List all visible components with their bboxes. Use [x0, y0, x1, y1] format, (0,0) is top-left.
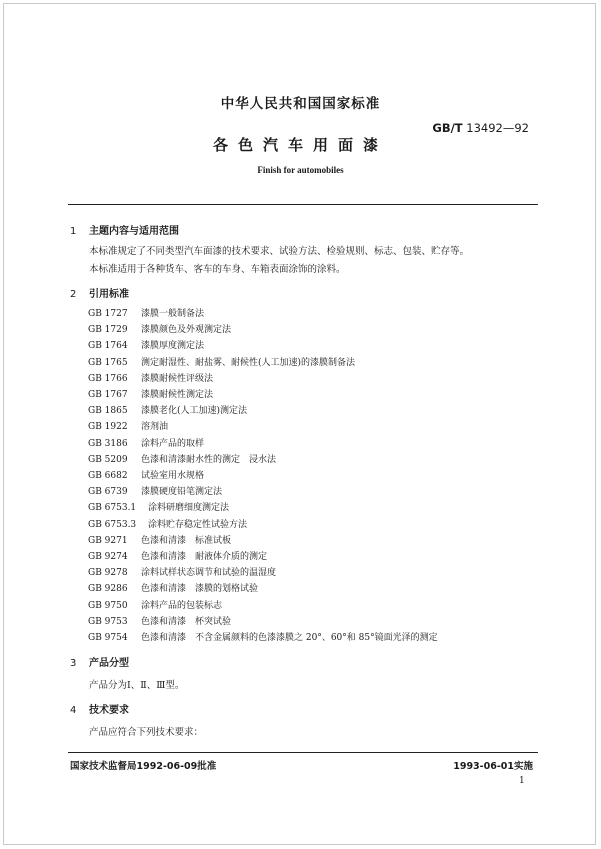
reference-name: 漆膜颜色及外观测定法: [141, 325, 232, 336]
reference-row: [88, 630, 438, 643]
reference-row: [88, 533, 231, 546]
reference-code: GB 1729: [88, 325, 128, 336]
reference-code: GB 6682: [88, 471, 128, 481]
reference-row: [88, 436, 204, 449]
reference-name: 漆膜厚度测定法: [141, 341, 205, 352]
header-divider: [68, 204, 538, 205]
reference-row: [88, 355, 355, 368]
reference-code: GB 1766: [88, 373, 128, 384]
section-2-title: 引用标准: [89, 289, 129, 300]
reference-code: GB 9271: [88, 535, 128, 546]
reference-name: 涂料试样状态调节和试验的温湿度: [141, 568, 277, 579]
reference-code: GB 1865: [88, 406, 128, 417]
section-1-paragraph-1: 本标准规定了不同类型汽车面漆的技术要求、试验方法、检验规则、标志、包装、贮存等。: [89, 246, 470, 257]
standard-prefix: GB/T: [432, 121, 463, 135]
page-number: 1: [519, 776, 525, 786]
reference-row: [88, 500, 229, 513]
footer-divider: [68, 752, 538, 753]
reference-code: GB 6739: [88, 487, 128, 498]
reference-row: [88, 338, 204, 351]
reference-name: 色漆和清漆 耐液体介质的测定: [141, 552, 268, 562]
reference-name: 漆膜硬度铅笔测定法: [141, 487, 223, 498]
reference-name: 色漆和清漆耐水性的测定 浸水法: [141, 454, 277, 465]
reference-row: [88, 598, 222, 611]
reference-name: 涂料产品的包装标志: [141, 600, 223, 611]
reference-name: 漆膜一般制备法: [141, 309, 205, 319]
standard-code: 13492—92: [466, 121, 529, 135]
reference-code: GB 5209: [88, 454, 128, 465]
reference-code: GB 9754: [88, 633, 128, 643]
reference-row: [88, 306, 204, 319]
reference-name: 涂料贮存稳定性试验方法: [148, 519, 248, 530]
reference-row: [88, 517, 247, 530]
reference-row: [88, 371, 213, 384]
reference-code: GB 6753.3: [88, 519, 137, 530]
reference-row: [88, 322, 231, 335]
reference-row: [88, 387, 213, 400]
reference-code: GB 9753: [88, 616, 128, 627]
reference-code: GB 9274: [88, 552, 128, 562]
reference-name: 色漆和清漆 不含金属颜料的色漆漆膜之 20°、60°和 85°镜面光泽的测定: [141, 633, 438, 643]
effective-date: 1993-06-01实施: [453, 761, 533, 772]
reference-code: GB 9286: [88, 584, 128, 595]
reference-name: 色漆和清漆 漆膜的划格试验: [141, 584, 259, 595]
reference-name: 试验室用水规格: [141, 471, 205, 481]
reference-code: GB 1727: [88, 309, 128, 319]
section-4-heading: [70, 701, 129, 716]
reference-name: 涂料研磨细度测定法: [148, 503, 230, 514]
section-3-title: 产品分型: [89, 658, 129, 669]
reference-row: [88, 565, 276, 578]
national-standard-heading: 中华人民共和国国家标准: [220, 96, 381, 112]
reference-row: [88, 452, 276, 465]
standard-number: [432, 121, 529, 135]
reference-row: [88, 468, 204, 481]
reference-name: 溶剂油: [141, 422, 169, 433]
section-2-number: 2: [70, 289, 77, 300]
reference-row: [88, 549, 267, 562]
reference-code: GB 3186: [88, 438, 128, 449]
reference-row: [88, 419, 168, 432]
reference-code: GB 1765: [88, 357, 128, 368]
reference-name: 漆膜老化(人工加速)测定法: [141, 406, 248, 417]
section-1-title: 主题内容与适用范围: [89, 226, 179, 237]
section-4-number: 4: [70, 705, 77, 716]
reference-name: 漆膜耐候性评级法: [141, 373, 214, 384]
reference-code: GB 9750: [88, 600, 128, 611]
reference-code: GB 6753.1: [88, 503, 137, 514]
reference-row: [88, 581, 258, 594]
section-4-paragraph: 产品应符合下列技术要求：: [89, 727, 204, 738]
reference-row: [88, 614, 231, 627]
document-title: 各色汽车用面漆: [212, 136, 388, 154]
reference-code: GB 9278: [88, 568, 128, 579]
reference-name: 测定耐湿性、耐盐雾、耐候性(人工加速)的漆膜制备法: [141, 357, 356, 368]
section-1-paragraph-2: 本标准适用于各种货车、客车的车身、车箱表面涂饰的涂料。: [89, 264, 346, 275]
document-title-english: Finish for automobiles: [257, 165, 344, 175]
section-1-heading: [70, 222, 179, 237]
reference-row: [88, 403, 247, 416]
section-1-number: 1: [70, 226, 77, 237]
reference-row: [88, 484, 222, 497]
reference-code: GB 1922: [88, 422, 128, 433]
section-4-title: 技术要求: [89, 705, 129, 716]
section-2-heading: [70, 285, 129, 300]
approval-statement: 国家技术监督局1992-06-09批准: [70, 761, 217, 772]
reference-name: 色漆和清漆 杯突试验: [141, 616, 232, 627]
section-3-paragraph: 产品分为Ⅰ、Ⅱ、Ⅲ型。: [89, 680, 185, 691]
section-3-number: 3: [70, 658, 77, 669]
section-3-heading: [70, 654, 129, 669]
reference-code: GB 1767: [88, 390, 128, 400]
reference-name: 漆膜耐候性测定法: [141, 390, 214, 400]
reference-name: 涂料产品的取样: [141, 438, 205, 449]
reference-name: 色漆和清漆 标准试板: [141, 535, 232, 546]
reference-code: GB 1764: [88, 341, 128, 352]
